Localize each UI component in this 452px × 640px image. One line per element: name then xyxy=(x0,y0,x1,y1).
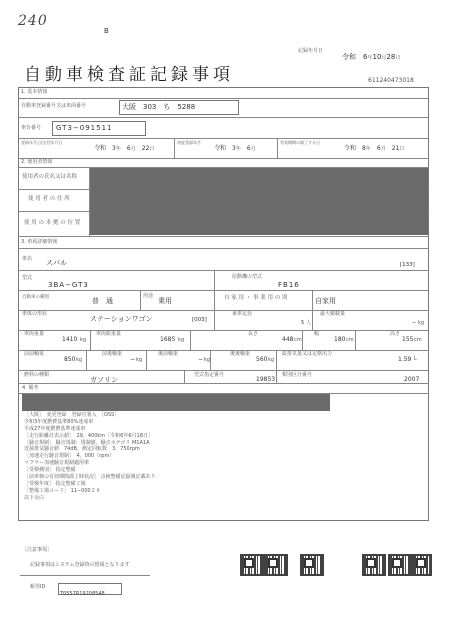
front-rear-axle-label: 前後軸重 xyxy=(102,351,123,357)
gross: 1685 xyxy=(160,336,176,343)
height: 155 xyxy=(402,336,414,343)
rear-rear-axle-label: 後後軸重 xyxy=(230,351,251,357)
note-line: ［大阪］ 変更登録 登録官署入 ［OSS］ xyxy=(24,412,120,418)
qr-code-icon xyxy=(388,554,412,576)
class-label: 自 家 用 ・ 事 業 用 の 別 xyxy=(224,295,288,301)
type-designation-label: 型式指定番号 xyxy=(194,372,225,378)
issue-date-label: 記録年月日 xyxy=(298,48,324,54)
make-label: 車名 xyxy=(22,256,33,262)
first-year-date xyxy=(214,146,256,152)
use: 乗用 xyxy=(158,297,172,305)
width: 180 xyxy=(334,336,346,343)
expiry-month: 6 xyxy=(376,145,381,152)
expiry-label: 有効期間の満了する日 xyxy=(280,140,320,145)
note-line: ［前車検の有効期間満了時状況］ 点検整備記録簿記載あり xyxy=(24,474,156,481)
reg-number: 大阪 303 ち 5288 xyxy=(122,103,196,111)
note-line: 近接排気騒音値 74dB，測定回転数 3，750rpm xyxy=(24,446,140,453)
reg-number-label: 自動車登録番号又は車両番号 xyxy=(21,103,87,109)
note-line: 以下余白 xyxy=(24,494,45,501)
section-notes: 4. 備考 xyxy=(22,385,39,391)
category-label: 類別区分番号 xyxy=(282,372,313,378)
first-year-year: 3 xyxy=(232,145,236,152)
make-code: [133] xyxy=(400,262,415,268)
note-line: 令和3年度燃費基準80%達成車 xyxy=(24,418,94,425)
type-designation: 19853 xyxy=(256,376,276,383)
rear-rear-axle-unit: kg xyxy=(268,357,275,363)
qr-code-icon xyxy=(240,554,264,576)
first-year-month: 6 xyxy=(246,145,251,152)
first-reg-era: 令和 xyxy=(94,145,107,152)
width-unit: cm xyxy=(346,337,354,343)
front-front-axle: 850 xyxy=(64,356,76,363)
handwritten-number: 240 xyxy=(18,13,48,29)
first-reg-month: 6 xyxy=(126,145,131,152)
load-unit: kg xyxy=(418,320,425,326)
issue-month-unit: 月 xyxy=(381,55,387,61)
class: 自家用 xyxy=(315,297,336,305)
make: スバル xyxy=(46,259,67,267)
first-reg-year: 3 xyxy=(112,145,116,152)
issue-year-unit: 年 xyxy=(367,55,373,61)
notice-title: ［注意事項］ xyxy=(22,547,53,553)
model-label: 型式 xyxy=(22,275,33,281)
weight: 1410 xyxy=(62,336,78,343)
issue-era: 令和 xyxy=(342,53,356,61)
expiry-month-unit: 月 xyxy=(380,146,386,152)
chassis-number: GT3−091511 xyxy=(56,124,113,132)
issue-year: 6 xyxy=(363,53,368,61)
first-reg-month-unit: 月 xyxy=(130,146,136,152)
issue-date xyxy=(290,46,420,66)
first-reg-label: 登録年月日/交付年月日 xyxy=(21,140,63,145)
first-year-year-unit: 年 xyxy=(235,146,241,152)
gross-label: 車両総重量 xyxy=(96,331,122,337)
front-rear-axle-unit: kg xyxy=(136,357,143,363)
user-address-label: 使 用 者 の 住 所 xyxy=(28,196,70,202)
note-line: ［加速走行騒音規制］ 4，000（rpm） xyxy=(24,453,115,460)
kind: 普 通 xyxy=(92,297,113,305)
notes-list xyxy=(24,413,354,503)
notes-redaction xyxy=(22,394,330,411)
category: 2007 xyxy=(404,376,420,383)
expiry-day: 21 xyxy=(391,145,400,152)
fuel: ガソリン xyxy=(90,376,118,384)
weight-label: 車両重量 xyxy=(24,331,45,337)
note-line: ［整備工場コード］ 11−000２８ xyxy=(24,487,101,494)
document-number: 611240473018 xyxy=(368,77,414,84)
expiry-year-unit: 年 xyxy=(365,146,371,152)
section-vehicle-info: 3. 車両詳細情報 xyxy=(21,239,58,245)
width-label: 幅 xyxy=(314,331,320,337)
use-label: 用途 xyxy=(143,293,154,299)
expiry-era: 令和 xyxy=(344,145,357,152)
rear-front-axle: − xyxy=(198,356,204,363)
first-year-era: 令和 xyxy=(214,145,227,152)
rear-rear-axle: 560 xyxy=(256,356,268,363)
body-label: 車体の形状 xyxy=(22,311,48,317)
note-line: ［受検年度］ 指定整備工場 xyxy=(24,480,86,487)
kind-label: 自動車の種別 xyxy=(22,295,49,300)
height-unit: cm xyxy=(414,337,422,343)
displacement-unit: L xyxy=(414,356,417,362)
record-id: T0557R19208548 xyxy=(60,591,105,597)
qr-code-icon xyxy=(362,554,386,576)
first-year-label: 初度登録年月 xyxy=(177,140,201,145)
user-info-redaction xyxy=(90,168,428,235)
first-reg-year-unit: 年 xyxy=(115,146,121,152)
load-label: 最大積載量 xyxy=(320,311,346,317)
length-unit: cm xyxy=(294,337,302,343)
model: 3BA−GT3 xyxy=(48,281,89,289)
page-title: 自動車検査証記録事項 xyxy=(24,65,234,85)
displacement-label: 総排気量又は定格出力 xyxy=(282,351,333,357)
length-label: 長さ xyxy=(248,331,259,337)
first-reg-day-unit: 日 xyxy=(149,146,155,152)
rear-front-axle-unit: kg xyxy=(204,357,211,363)
capacity-label: 乗車定員 xyxy=(232,311,253,317)
engine-label: 原動機の型式 xyxy=(232,274,263,280)
engine: FB16 xyxy=(278,281,300,289)
rear-front-axle-label: 後前軸重 xyxy=(158,351,179,357)
expiry-day-unit: 日 xyxy=(399,146,405,152)
base-location-label: 使 用 の 本 拠 の 位 置 xyxy=(24,220,81,226)
first-reg-date xyxy=(94,146,154,152)
section-basic-info: 1. 基本情報 xyxy=(21,89,48,95)
section-user-info: 2. 使用者情報 xyxy=(21,159,53,165)
note-line: ［走行距離計表示値］ 29，400km［令和6年6月18日］ xyxy=(24,432,153,439)
weight-unit: kg xyxy=(80,337,87,343)
expiry-year: 8 xyxy=(362,145,366,152)
first-reg-day: 22 xyxy=(141,145,150,152)
issue-day: 28 xyxy=(386,53,396,61)
qr-code-icon xyxy=(412,554,432,576)
length: 448 xyxy=(282,336,294,343)
front-front-axle-unit: kg xyxy=(76,357,83,363)
first-year-month-unit: 月 xyxy=(250,146,256,152)
qr-code-icon xyxy=(264,554,288,576)
fuel-label: 燃料の種類 xyxy=(24,372,50,378)
front-rear-axle: − xyxy=(130,356,136,363)
user-name-label: 使用者の氏名又は名称 xyxy=(22,174,78,180)
expiry-date xyxy=(344,146,404,152)
front-front-axle-label: 前前軸重 xyxy=(24,351,45,357)
capacity: 5 xyxy=(301,320,305,326)
displacement: 1.59 xyxy=(398,356,412,363)
body: ステーションワゴン xyxy=(90,315,153,323)
record-id-label: 帳票ID xyxy=(30,584,46,590)
body-code: [003] xyxy=(192,317,207,323)
note-line: マフラー加速騒音規制適用車 xyxy=(24,460,90,467)
chassis-label: 車台番号 xyxy=(21,125,42,131)
note-line: ［騒音規制］ 騒音規制：規制値，騒音カテゴリ M1A1A xyxy=(24,439,150,446)
capacity-unit: 人 xyxy=(306,320,312,326)
note-line: ［受検種別］ 指定整備 xyxy=(24,467,76,474)
notice-text: 記録事項はシステム登録時の情報となります xyxy=(30,562,130,568)
form-mark: B xyxy=(104,27,109,35)
height-label: 高さ xyxy=(390,331,401,337)
gross-unit: kg xyxy=(178,337,185,343)
load: − xyxy=(412,320,417,326)
issue-month: 10 xyxy=(372,53,382,61)
issue-day-unit: 日 xyxy=(395,55,401,61)
qr-code-icon xyxy=(300,554,324,576)
note-line: 平成27年度燃費基準達成車 xyxy=(24,425,86,432)
